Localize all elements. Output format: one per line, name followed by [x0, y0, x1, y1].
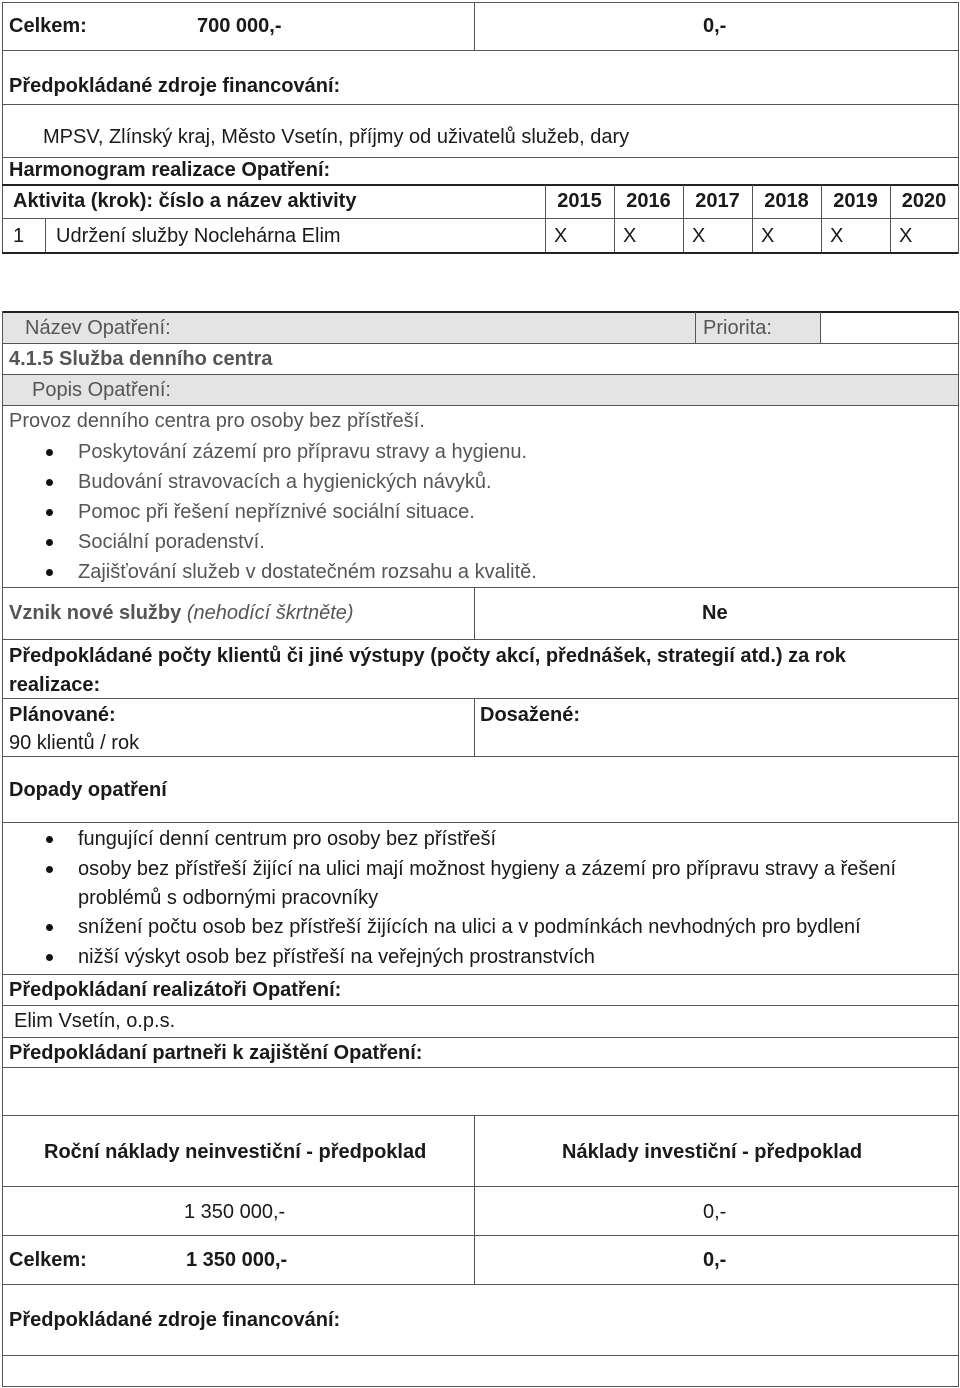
schedule-year: 2015 — [557, 190, 602, 212]
impact-item: snížení počtu osob bez přístřeší žijících na ulici a v podmínkách nevhodných pro bydlení — [78, 916, 861, 938]
bullet-icon — [46, 924, 53, 931]
schedule-year: 2020 — [901, 190, 947, 212]
cost-noninvest-value: 1 350 000,- — [184, 1201, 286, 1223]
impact-item: nižší výskyt osob bez přístřeší na veřejných prostranstvích — [78, 946, 595, 968]
priority-label: Priorita: — [703, 317, 772, 339]
new-service-value: Ne — [702, 602, 728, 624]
schedule-row-mark: X — [554, 225, 568, 247]
cost-invest-label: Náklady investiční - předpoklad — [562, 1141, 863, 1163]
impact-item: osoby bez přístřeší žijící na ulici mají možnost hygieny a zázemí pro přípravu stravy a řešení — [78, 858, 897, 880]
schedule-activity-header: Aktivita (krok): číslo a název aktivity — [13, 190, 357, 212]
partners-label: Předpokládaní partneři k zajištění Opatření: — [9, 1042, 423, 1064]
desc-bullet: Pomoc při řešení nepříznivé sociální situace. — [78, 501, 475, 523]
planned-value: 90 klientů / rok — [9, 732, 140, 754]
schedule-row-num: 1 — [13, 225, 25, 247]
schedule-row-mark: X — [830, 225, 844, 247]
outputs-label: Předpokládané počty klientů či jiné výstupy (počty akcí, přednášek, strategií atd.) za rok — [9, 645, 846, 667]
impact-item-cont: problémů s odbornými pracovníky — [78, 887, 379, 909]
new-service-label — [9, 601, 354, 625]
implementers-value: Elim Vsetín, o.p.s. — [14, 1010, 176, 1032]
cost-invest-value: 0,- — [703, 1201, 727, 1223]
total-label: Celkem: — [9, 1249, 87, 1271]
desc-bullet: Budování stravovacích a hygienických návyků. — [78, 471, 492, 493]
bullet-icon — [46, 954, 53, 961]
bullet-icon — [46, 866, 53, 873]
desc-intro: Provoz denního centra pro osoby bez přístřeší. — [9, 410, 425, 432]
bullet-icon — [46, 569, 53, 576]
bullet-icon — [46, 836, 53, 843]
desc-label: Popis Opatření: — [32, 379, 171, 401]
cost-noninvest-label: Roční náklady neinvestiční - předpoklad — [44, 1141, 427, 1163]
funding-label: Předpokládané zdroje financování: — [9, 1309, 341, 1331]
schedule-row-mark: X — [761, 225, 775, 247]
prev-total-noninvest: 700 000,- — [197, 15, 282, 37]
implementers-label: Předpokládaní realizátoři Opatření: — [9, 979, 342, 1001]
desc-bullet: Sociální poradenství. — [78, 531, 265, 553]
bullet-icon — [46, 479, 53, 486]
measure-name-label: Název Opatření: — [25, 317, 171, 339]
total-noninvest: 1 350 000,- — [186, 1249, 288, 1271]
schedule-year: 2017 — [695, 190, 740, 212]
prev-funding-label: Předpokládané zdroje financování: — [9, 75, 341, 97]
schedule-year: 2018 — [764, 190, 809, 212]
total-invest: 0,- — [703, 1249, 727, 1271]
schedule-row-mark: X — [623, 225, 637, 247]
prev-funding-value: MPSV, Zlínský kraj, Město Vsetín, příjmy od uživatelů služeb, dary — [43, 126, 630, 148]
outputs-label-cont: realizace: — [9, 674, 101, 696]
measure-title: 4.1.5 Služba denního centra — [9, 348, 273, 370]
bullet-icon — [46, 449, 53, 456]
achieved-label: Dosažené: — [480, 704, 581, 726]
desc-bullet: Poskytování zázemí pro přípravu stravy a hygienu. — [78, 441, 528, 463]
prev-total-label: Celkem: — [9, 15, 87, 37]
bullet-icon — [46, 509, 53, 516]
schedule-label: Harmonogram realizace Opatření: — [9, 159, 331, 181]
schedule-row-mark: X — [692, 225, 706, 247]
new-service-label-text: Vznik nové služby — [9, 602, 182, 624]
new-service-hint: (nehodící škrtněte) — [186, 602, 354, 624]
schedule-row-name: Udržení služby Noclehárna Elim — [56, 225, 341, 247]
impact-item: fungující denní centrum pro osoby bez přístřeší — [78, 828, 496, 850]
schedule-year: 2019 — [833, 190, 878, 212]
prev-total-invest: 0,- — [703, 15, 727, 37]
planned-label: Plánované: — [9, 704, 116, 726]
schedule-row-mark: X — [899, 225, 913, 247]
schedule-year: 2016 — [626, 190, 671, 212]
desc-bullet: Zajišťování služeb v dostatečném rozsahu a kvalitě. — [78, 561, 537, 583]
bullet-icon — [46, 539, 53, 546]
impacts-label: Dopady opatření — [9, 779, 167, 801]
